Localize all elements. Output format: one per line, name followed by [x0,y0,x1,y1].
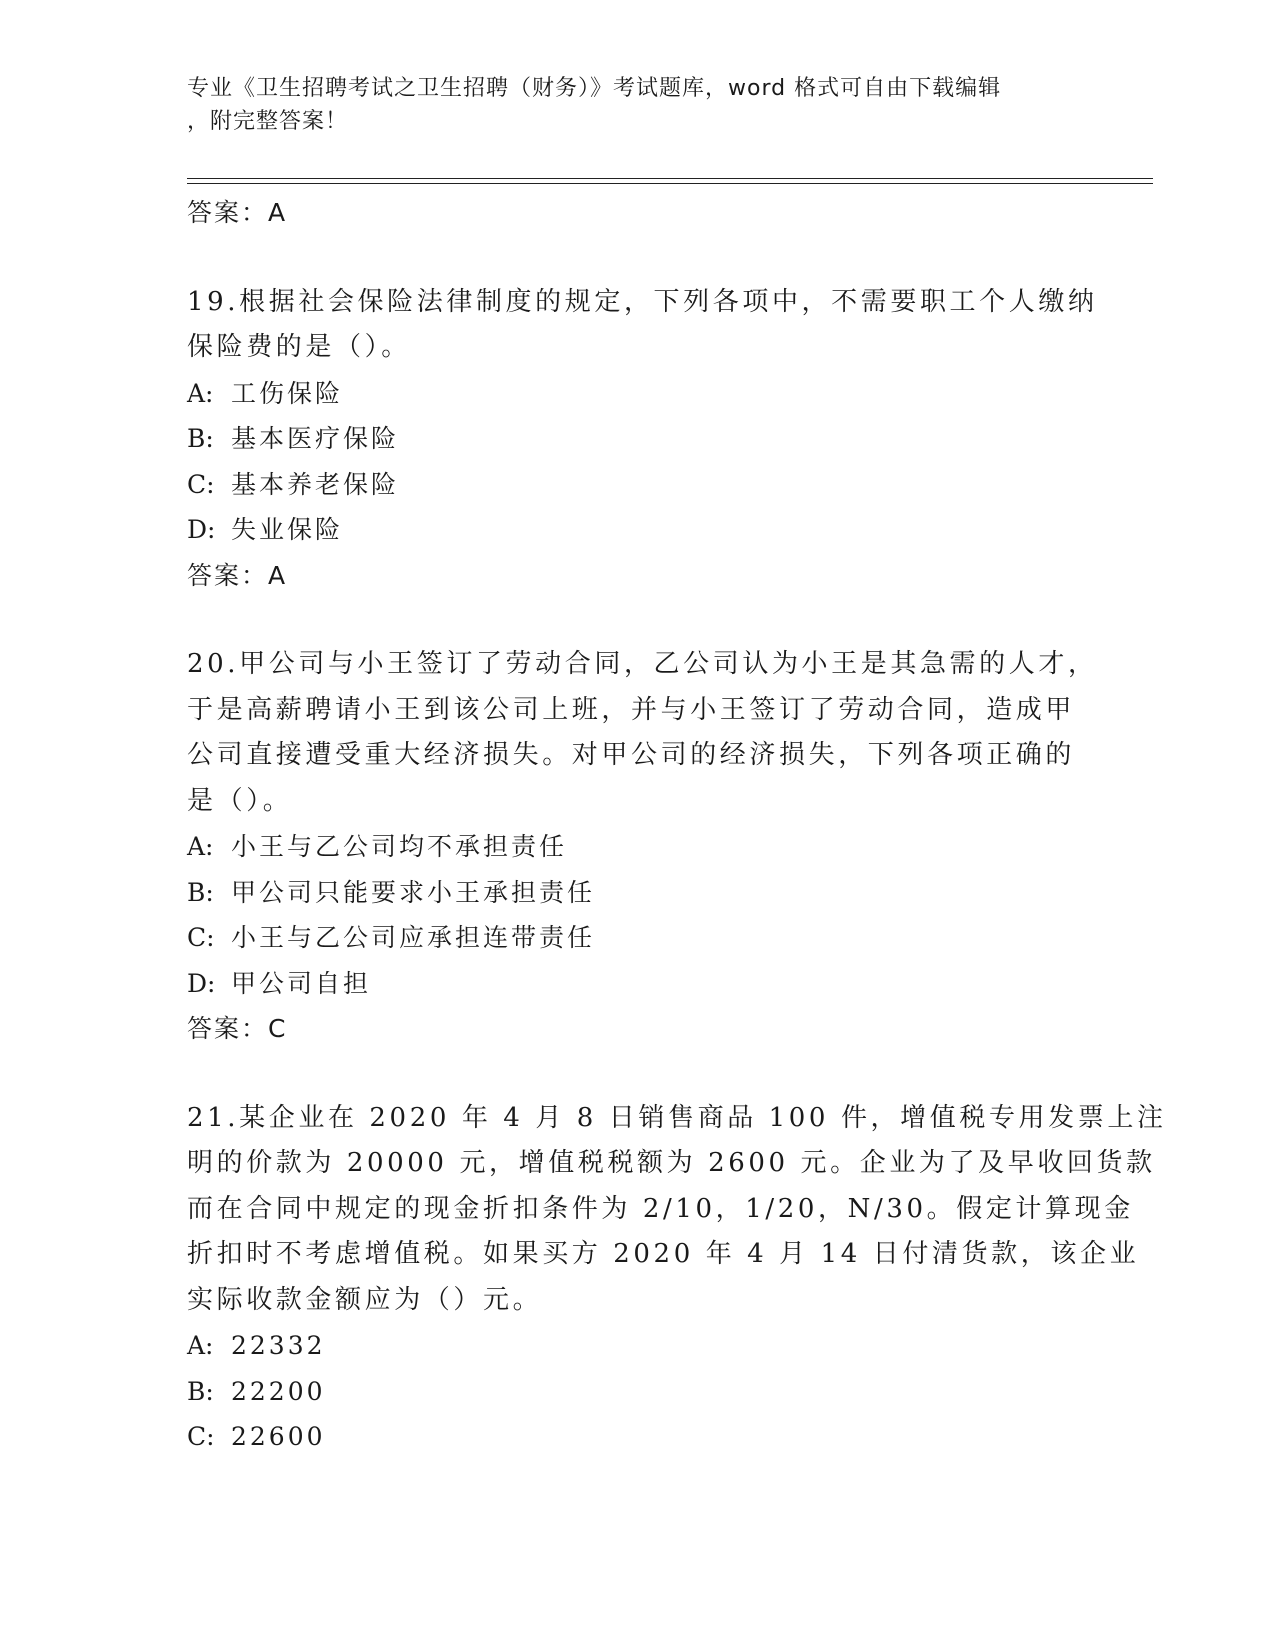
answer-20: 答案：C [187,1014,288,1043]
option-text: 小王与乙公司均不承担责任 [231,832,568,861]
question-20 [187,642,1098,1052]
document-header [187,72,1087,138]
option-a [187,1323,1087,1369]
answer-previous: 答案：A [187,198,288,227]
option-text: 基本养老保险 [231,469,400,499]
option-key: B: [187,424,214,453]
question-text-line: 公司直接遭受重大经济损失。对甲公司的经济损失，下列各项正确的 [187,740,1076,770]
option-b [187,870,1087,916]
option-key: B: [187,877,214,907]
option-c [187,462,1087,508]
question-text-line: 保险费的是（）。 [187,332,411,362]
document-body [187,190,1167,1460]
header-rule-bottom [187,183,1153,184]
option-b [187,1369,1087,1415]
question-text-line: 明的价款为 20000 元，增值税税额为 2600 元。企业为了及早收回货款 [187,1148,1156,1178]
option-key: C: [187,923,215,952]
answer-19: 答案：A [187,560,288,590]
option-text: 22332 [231,1331,326,1360]
question-text-line: 19.根据社会保险法律制度的规定，下列各项中，不需要职工个人缴纳 [187,286,1098,317]
option-c [187,915,1087,961]
question-text-line: 实际收款金额应为（）元。 [187,1284,543,1315]
option-text: 失业保险 [231,515,344,544]
option-text: 22600 [231,1422,326,1451]
header-line-2: ，附完整答案！ [187,109,349,134]
option-key: B: [187,1376,214,1406]
header-rule-top [187,178,1153,179]
option-text: 工伤保险 [231,378,344,408]
question-text-line: 是（）。 [187,785,293,816]
option-a [187,824,1087,870]
option-key: D: [187,968,216,998]
header-line-1: 专业《卫生招聘考试之卫生招聘（财务）》考试题库，word 格式可自由下载编辑 [187,76,1002,101]
option-b [187,416,1087,462]
option-c [187,1414,1087,1460]
question-text-line: 于是高薪聘请小王到该公司上班，并与小王签订了劳动合同，造成甲 [187,694,1076,725]
question-text-line: 20.甲公司与小王签订了劳动合同，乙公司认为小王是其急需的人才， [187,649,1098,679]
option-text: 22200 [231,1376,326,1406]
option-key: A: [187,1331,214,1360]
option-d [187,507,1087,553]
option-key: C: [187,469,215,499]
option-text: 小王与乙公司应承担连带责任 [231,923,596,952]
question-text-line: 21.某企业在 2020 年 4 月 8 日销售商品 100 件，增值税专用发票上注 [187,1102,1167,1133]
question-text-line: 而在合同中规定的现金折扣条件为 2/10，1/20，N/30。假定计算现金 [187,1193,1134,1224]
option-text: 甲公司只能要求小王承担责任 [231,877,596,907]
option-key: D: [187,515,216,544]
option-key: A: [187,832,214,861]
option-key: A: [187,378,214,408]
option-key: C: [187,1422,215,1451]
question-21 [187,1096,1167,1460]
question-text-line: 折扣时不考虑增值税。如果买方 2020 年 4 月 14 日付清货款，该企业 [187,1239,1140,1269]
question-19 [187,280,1098,599]
option-text: 基本医疗保险 [231,424,400,453]
option-d [187,961,1087,1007]
option-text: 甲公司自担 [231,968,372,998]
option-a [187,371,1087,417]
